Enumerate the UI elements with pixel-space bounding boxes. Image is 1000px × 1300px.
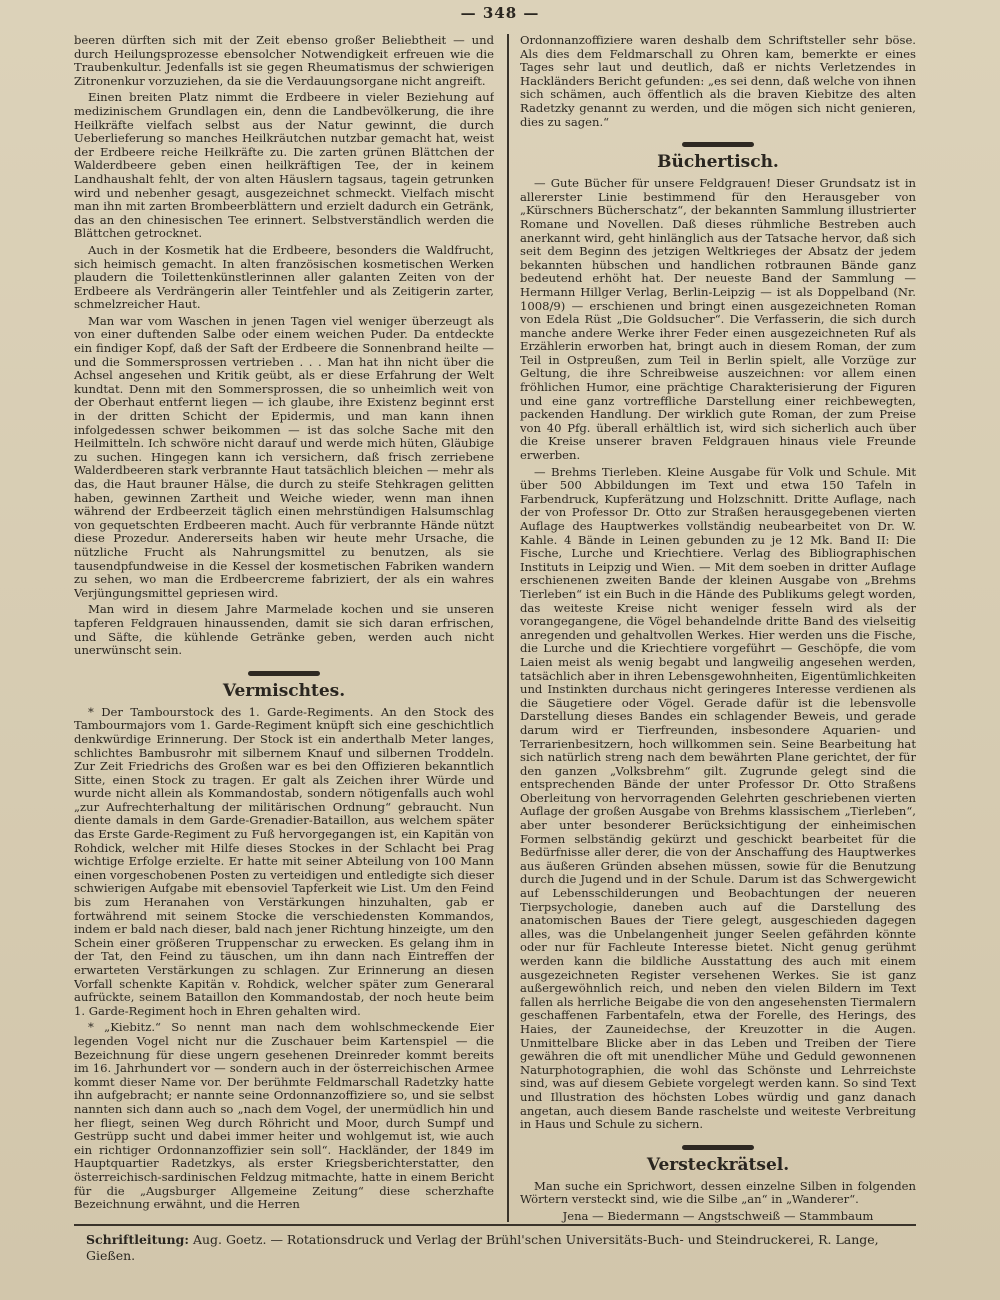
puzzle-line: Jena — Biedermann — Angstschweiß — Stammbaum [562,1208,874,1223]
article-paragraph: Ordonnanzoffiziere waren deshalb dem Schriftsteller sehr böse. Als dies dem Feldmarschall zu Ohren kam, bemerkte er eines Tages sehr laut und deutlich, daß er nichts Verletzendes in Hackländers Bericht gefunden: „es sei denn, daß welche von ihnen sich schämen, auch öffentlich als die braven Kiebitze des alten Radetzky genannt zu werden, und die mögen sich nicht genieren, dies zu sagen.“ [520,34,916,129]
section-heading-vermischtes: Vermischtes. [222,680,346,701]
column-rule [507,34,509,1222]
section-divider [520,1140,916,1146]
article-paragraph: Einen breiten Platz nimmt die Erdbeere in vieler Beziehung auf medizinischem Grundlagen ein, denn die Landbevölkerung, die ihre Heilkräfte vielfach selbst aus der Natur gewinnt, die durch Ueberlieferung so manches Heilkräutchen nutzbar gemacht hat, weist der Erdbeere reiche Heilkräfte zu. Die zarten grünen Blättchen der Walderdbeere geben einen heilkräftigen Tee, der in keinem Landhaushalt fehlt, der von alten Häuslern tagsaus, tagein getrunken wird und nebenher gesagt, ausgezeichnet schmeckt. Vielfach mischt man ihn mit zarten Brombeerblättern und erzielt dadurch ein Getränk, das an den chinesischen Tee erinnert. Selbstverständlich werden die Blättchen getrocknet. [74,90,494,241]
article-paragraph: Man war vom Waschen in jenen Tagen viel weniger überzeugt als von einer duftenden Salbe oder einem weichen Puder. Da entdeckte ein findiger Kopf, daß der Saft der Erdbeere die Sonnenbrand heilte — und die Sommersprossen vertrieben . . . Man hat ihn nicht über die Achsel angesehen und Kritik geübt, als er diese Erfahrung der Welt kundtat. Denn mit den Sommersprossen, die so unheimlich weit von der Oberhaut entfernt liegen — ich glaube, ihre Existenz beginnt erst in der dritten Schicht der Epidermis, und man kann ihnen infolgedessen schwer beikommen — ist das solche Sache mit den Heilmitteln. Ich schwöre nicht darauf und werde mich hüten, Gläubige zu suchen. Hingegen kann ich versichern, daß frisch zerriebene Walderdbeeren stark verbrannte Haut tatsächlich bleichen — mehr als das, die Haut brauner Hälse, die durch zu steife Stehkragen gelitten haben, gewinnen Zartheit und Weiche wieder, wenn man ihnen während der Erdbeerzeit täglich einen mehrstündigen Halsumschlag von gequetschten Erdbeeren macht. Auch für verbrannte Hände nützt diese Prozedur. Andererseits haben wir heute mehr Ursache, die nützliche Frucht als Nahrungsmittel zu benutzen, als sie tausendpfundweise in die Kessel der kosmetischen Fabriken wandern zu sehen, wo man die Erdbeercreme fabriziert, der als ein wahres Verjüngungsmittel gepriesen wird. [74,313,494,600]
page-number: — 348 — [460,4,540,22]
footer-label: Schriftleitung: [86,1232,189,1247]
book-review: — Gute Bücher für unsere Feldgrauen! Dieser Grundsatz ist in allererster Linie bestimmend für den Herausgeber von „Kürschners Bücherschatz“, der bekannten Sammlung illustrierter Romane und Novellen. Daß dieses rühmliche Bestreben auch anerkannt wird, geht hinlänglich aus der Tatsache hervor, daß sich seit dem Beginn des jetzigen Weltkrieges der Absatz der jedem bekannten hübschen und handlichen rotbraunen Bände ganz bedeutend erhöht hat. Der neueste Band der Sammlung — Hermann Hillger Verlag, Berlin-Leipzig — ist als Doppelband (Nr. 1008/9) — erschienen und bringt einen ausgezeichneten Roman von Edela Rüst „Die Goldsucher“. Die Verfasserin, die sich durch manche andere Werke ihrer Feder einen ausgezeichneten Ruf als Erzählerin erworben hat, bringt auch in diesem Roman, der zum Teil in Ostpreußen, zum Teil in Berlin spielt, alle Vorzüge zur Geltung, die ihre Schreibweise auszeichnen: vor allem einen fröhlichen Humor, eine prächtige Charakterisierung der Figuren und eine ganz vortreffliche Darstellung einer reichbewegten, packenden Handlung. Der wirklich gute Roman, der zum Preise von 40 Pfg. überall erhältlich ist, wird sich sicherlich auch über die Kreise unserer braven Feldgrauen hinaus viele Freunde erwerben. [520,176,916,463]
footer-text: Aug. Goetz. — Rotationsdruck und Verlag der Brühl'schen Universitäts-Buch- und Steindruckerei, R. Lange, Gießen. [86,1232,879,1263]
right-column [520,34,916,1224]
section-divider [74,666,494,672]
imprint-footer [86,1232,916,1264]
news-item: * Der Tambourstock des 1. Garde-Regiments. An den Stock des Tambourmajors vom 1. Garde-Regiment knüpft sich eine geschichtlich denkwürdige Erinnerung. Der Stock ist ein anderthalb Meter langes, schlichtes Bambusrohr mit silbernem Knauf und silbernen Troddeln. Zur Zeit Friedrichs des Großen war es bei den Offizieren bekanntlich Sitte, einen Stock zu tragen. Er galt als Zeichen ihrer Würde und wurde nicht allein als Kommandostab, sondern nötigenfalls auch wohl „zur Aufrechterhaltung der militärischen Ordnung“ gebraucht. Nun diente damals in dem Garde-Grenadier-Bataillon, aus welchem später das Erste Garde-Regiment zu Fuß hervorgegangen ist, ein Kapitän von Rohdick, welcher mit Hilfe dieses Stockes in der Schlacht bei Prag wichtige Erfolge erzielte. Er hatte mit seiner Abteilung von 100 Mann einen vorgeschobenen Posten zu verteidigen und entledigte sich dieser schwierigen Aufgabe mit ebensoviel Tapferkeit wie List. Um den Feind bis zum Heranahen von Verstärkungen hinzuhalten, gab er fortwährend mit seinem Stocke die verschiedensten Kommandos, indem er bald nach dieser, bald nach jener Richtung hinzeigte, um den Schein einer größeren Truppenschar zu erwecken. Es gelang ihm in der Tat, den Feind zu täuschen, um ihn dann nach Eintreffen der erwarteten Verstärkungen zu schlagen. Zur Erinnerung an diesen Vorfall schenkte Kapitän v. Rohdick, welcher später zum Generaral aufrückte, seinem Bataillon den Kommandostab, der noch heute beim 1. Garde-Regiment hoch in Ehren gehalten wird. [74,704,494,1018]
news-item: * „Kiebitz.“ So nennt man nach dem wohlschmeckende Eier legenden Vogel nicht nur die Zuschauer beim Kartenspiel — die Bezeichnung für diese ungern gesehenen Dreinreder kommt bereits im 16. Jahrhundert vor — sondern auch in der österreichischen Armee kommt dieser Name vor. Der berühmte Feldmarschall Radetzky hatte ihn aufgebracht; er nannte seine Ordonnanzoffiziere so, und sie selbst nannten sich dann auch so „nach dem Vogel, der unermüdlich hin und her fliegt, seinen Weg durch Röhricht und Moor, durch Sumpf und Gestrüpp sucht und dabei immer heiter und wohlgemut ist, wie auch ein richtiger Ordonnanzoffizier sein soll“. Hackländer, der 1849 im Hauptquartier Radetzkys, als erster Kriegsberichterstatter, den österreichisch-sardinischen Feldzug mitmachte, hatte in einem Bericht für die „Augsburger Allgemeine Zeitung“ diese scherzhafte Bezeichnung erwähnt, und die Herren [74,1020,494,1212]
puzzle-intro: Man suche ein Sprichwort, dessen einzelne Silben in folgenden Wörtern versteckt sind, wie die Silbe „an“ in „Wanderer“. [520,1178,916,1207]
left-column [74,34,494,1224]
article-paragraph: Man wird in diesem Jahre Marmelade kochen und sie unseren tapferen Feldgrauen hinaussenden, damit sie sich daran erfrischen, und Säfte, die kühlende Getränke geben, werden auch nicht unerwünscht sein. [74,602,494,658]
book-review: — Brehms Tierleben. Kleine Ausgabe für Volk und Schule. Mit über 500 Abbildungen im Text und etwa 150 Tafeln in Farbendruck, Kupferätzung und Holzschnitt. Dritte Auflage, nach der von Professor Dr. Otto zur Straßen herausgegebenen vierten Auflage des Hauptwerkes vollständig neubearbeitet von Dr. W. Kahle. 4 Bände in Leinen gebunden zu je 12 Mk. Band II: Die Fische, Lurche und Kriechtiere. Verlag des Bibliographischen Instituts in Leipzig und Wien. — Mit dem soeben in dritter Auflage erschienenen zweiten Bande der kleinen Ausgabe von „Brehms Tierleben“ ist ein Buch in die Hände des Publikums gelegt worden, das weiteste Kreise nicht weniger fesseln wird als der vorangegangene, die Vögel behandelnde dritte Band des vielseitig anregenden und gehaltvollen Werkes. Hier werden uns die Fische, die Lurche und die Kriechtiere vorgeführt — Geschöpfe, die vom Laien meist als wenig begabt und langweilig angesehen werden, tatsächlich aber in ihren Lebensgewohnheiten, Eigentümlichkeiten und Instinkten durchaus nicht geringeres Interesse verdienen als die Säugetiere oder Vögel. Gerade dafür ist die lebensvolle Darstellung dieses Bandes ein schlagender Beweis, und gerade darum wird er Tierfreunden, insbesondere Aquarien- und Terrarienbesitzern, hoch willkommen sein. Seine Bearbeitung hat sich natürlich streng nach dem bewährten Plane gerichtet, der für den ganzen „Volksbrehm“ gilt. Zugrunde gelegt sind die entsprechenden Bände der unter Professor Dr. Otto Straßens Oberleitung von hervorragenden Gelehrten geschriebenen vierten Auflage der großen Ausgabe von Brehms klassischem „Tierleben“, aber unter besonderer Berücksichtigung der einheimischen Formen selbständig gekürzt und geschickt bearbeitet für die Bedürfnisse aller derer, die von der Anschaffung des Hauptwerkes aus äußeren Gründen absehen müssen, sowie für die Benutzung durch die Jugend und in der Schule. Darum ist das Schwergewicht auf Lebensschilderungen und Beobachtungen der neueren Tierpsychologie, daneben auch auf die Darstellung des anatomischen Baues der Tiere gelegt, ausgeschieden dagegen alles, was die Unbelangenheit junger Seelen gefährden könnte oder nur für Fachleute Interesse bietet. Nicht genug gerühmt werden kann die bildliche Ausstattung des auch mit einem ausgezeichneten Register versehenen Werkes. Sie ist ganz außergewöhnlich reich, und neben den vielen Bildern im Text fallen als herrliche Beigabe die von den angesehensten Tiermalern geschaffenen Farbentafeln, etwa der Forelle, des Herings, des Haies, der Zauneidechse, der Kreuzotter in die Augen. Unmittelbare Blicke aber in das Leben und Treiben der Tiere gewähren die oft mit unendlicher Mühe und Geduld gewonnenen Naturphotographien, die wohl das Schönste und Lehrreichste sind, was auf diesem Gebiete vorgelegt werden kann. So sind Text und Illustration des höchsten Lobes würdig und ganz danach angetan, auch diesem Bande raschelste und weiteste Verbreitung in Haus und Schule zu sichern. [520,464,916,1132]
footer-rule [74,1224,916,1226]
section-heading-versteckraetsel: Versteckrätsel. [646,1154,790,1175]
section-heading-buechertisch: Büchertisch. [657,152,779,173]
article-paragraph: beeren dürften sich mit der Zeit ebenso großer Beliebtheit — und durch Heilungsprozesse ebensolcher Notwendigkeit erfreuen wie die Traubenkultur. Jedenfalls ist sie gegen Rheumatismus der schwierigen Zitronenkur vorzuziehen, da sie die Verdauungsorgane nicht angreift. [74,34,494,88]
article-paragraph: Auch in der Kosmetik hat die Erdbeere, besonders die Waldfrucht, sich heimisch gemacht. In alten französischen kosmetischen Werken plaudern die Toilettenkünstlerinnen aller galanten Zeiten von der Erdbeere als Verdrängerin aller Teintfehler und als Zeitigerin zarter, schmelzreicher Haut. [74,242,494,312]
section-divider [520,137,916,143]
